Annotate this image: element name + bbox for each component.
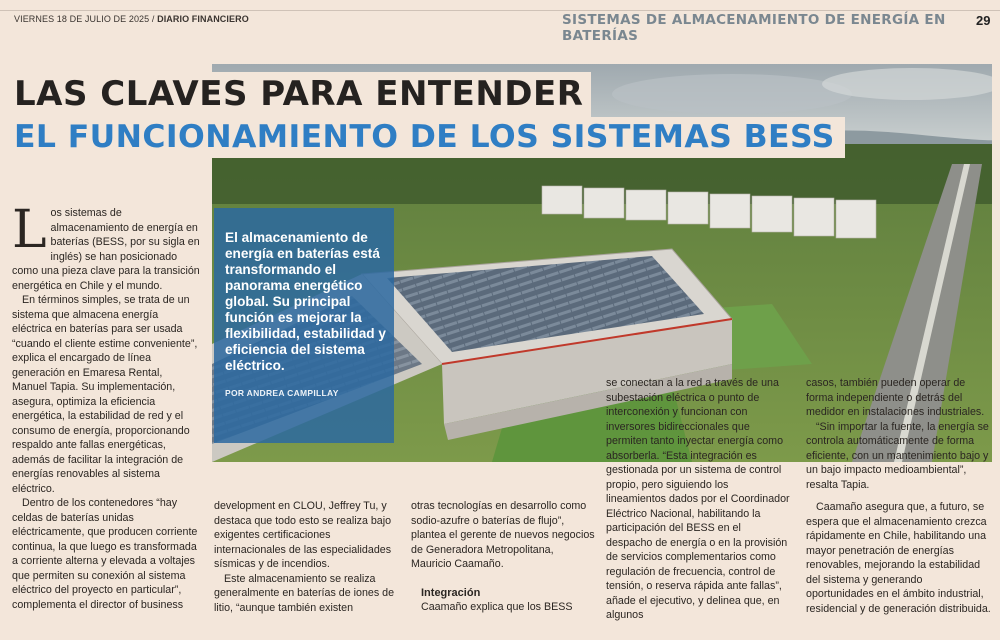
section-title: SISTEMAS DE ALMACENAMIENTO DE ENERGÍA EN BATERÍAS bbox=[562, 12, 946, 44]
article-paragraph: otras tecnologías en desarrollo como sodio-azufre o baterías de flujo”, plantea el gerente de nuevos negocios de Generadora Metropolitana, Mauricio Caamaño. bbox=[411, 500, 595, 570]
article-paragraph: casos, también pueden operar de forma independiente o detrás del medidor en instalaciones industriales. bbox=[806, 377, 985, 418]
article-column-4 bbox=[606, 376, 790, 623]
article-paragraph: Caamaño asegura que, a futuro, se espera que el almacenamiento crezca rápidamente en Chile, habilitando una mayor penetración de energías renovables, mejorando la estabilidad del sistema y generando oportunidades en el ámbito industrial, residencial y de generación distribuida. bbox=[806, 501, 991, 615]
lead-box bbox=[214, 208, 394, 443]
lead-text: El almacenamiento de energía en baterías está transformando el panorama energético global. Su principal función es mejorar la flexibilidad, estabilidad y eficiencia del sistema eléctrico. bbox=[225, 230, 386, 373]
article-paragraph bbox=[12, 200, 200, 293]
paragraph-text: os sistemas de almacenamiento de energía en baterías (BESS, por su sigla en inglés) se han posicionado como una pieza clave para la transición energética en Chile y el mundo. bbox=[12, 207, 200, 292]
page-number: 29 bbox=[976, 13, 991, 28]
headline-line-2: EL FUNCIONAMIENTO DE LOS SISTEMAS BESS bbox=[8, 117, 845, 158]
article-paragraph: Este almacenamiento se realiza generalmente en baterías de iones de litio, “aunque también existen bbox=[214, 572, 395, 614]
article-paragraph: se conectan a la red a través de una subestación eléctrica o punto de interconexión y funcionan con inversores bidireccionales que permiten tanto inyectar energía como absorberla. “Esta integración es gestionada por un sistema de control propio, pero siguiendo los lineamientos dados por el Coordinador Eléctrico Nacional, habilitando la participación del BESS en el despacho de energía o en la provisión de servicios complementarios como regulación de frecuencia, control de tensión, o reserva rápida ante fallas”, añade el ejecutivo, y delinea que, en algunos bbox=[606, 377, 790, 621]
header-dateline bbox=[14, 14, 249, 24]
article-paragraph: Caamaño explica que los BESS bbox=[421, 601, 573, 613]
article-column-3 bbox=[411, 499, 595, 615]
byline: POR ANDREA CAMPILLAY bbox=[225, 388, 339, 398]
article-paragraph: “Sin importar la fuente, la energía se controla automáticamente de forma eficiente, con un mantenimiento bajo y un bajo impacto medioambiental”, resalta Tapia. bbox=[806, 420, 989, 491]
article-paragraph: Dentro de los contenedores “hay celdas de baterías unidas eléctricamente, que producen corriente continua, la que luego es transformada a corriente alterna y elevada a voltajes que permiten su conexión al sistema eléctrico del proyecto en particular”, complementa el director of business bbox=[12, 497, 198, 611]
header-date: VIERNES 18 DE JULIO DE 2025 bbox=[14, 14, 150, 24]
article-column-1 bbox=[12, 200, 200, 612]
headline-line-1: LAS CLAVES PARA ENTENDER bbox=[8, 72, 591, 117]
header-publication: DIARIO FINANCIERO bbox=[157, 14, 249, 24]
subhead: Integración bbox=[421, 586, 481, 599]
header-rule bbox=[0, 10, 1000, 11]
article-paragraph: En términos simples, se trata de un sistema que almacena energía eléctrica en baterías para ser usada “cuando el cliente estime conveniente”, explica el encargado de línea generación en Emaresa Rental, Manuel Tapia. Su implementación, asegura, optimiza la eficiencia energética, la estabilidad de red y el consumo de energía, proporcionando respaldo ante fallas energéticas, además de facilitar la integración de energías renovables al sistema eléctrico. bbox=[12, 294, 198, 495]
article-paragraph: development en CLOU, Jeffrey Tu, y destaca que todo esto se realiza bajo exigentes certificaciones internacionales de las especialidades sísmicas y de incendios. bbox=[214, 500, 392, 570]
header-separator: / bbox=[151, 14, 155, 24]
article-column-2 bbox=[214, 499, 398, 615]
drop-cap: L bbox=[12, 200, 47, 260]
article-column-5 bbox=[806, 376, 992, 616]
